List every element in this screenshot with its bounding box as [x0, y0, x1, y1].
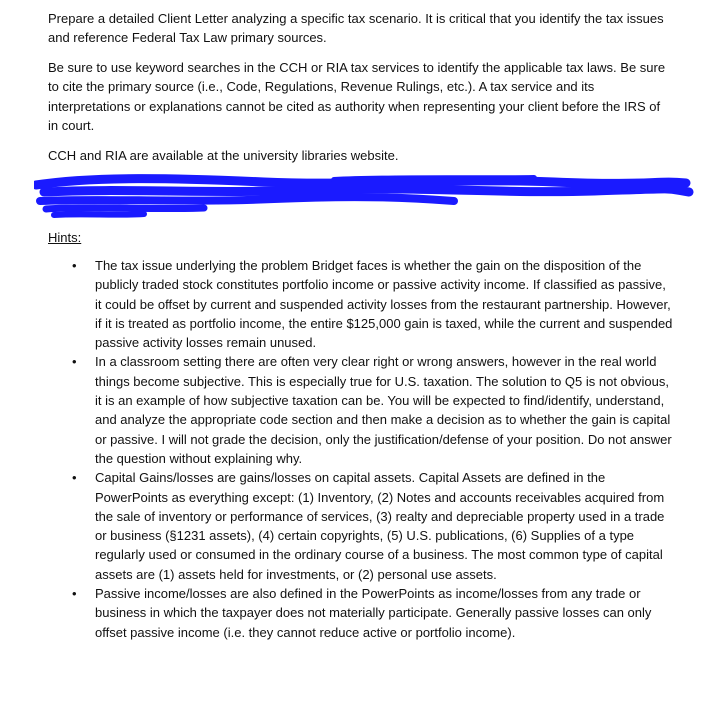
list-item — [48, 468, 673, 584]
hint-text: Capital Gains/losses are gains/losses on capital assets. Capital Assets are defined in the PowerPoints as everything except: (1) Inventory, (2) Notes and accounts receivables acquired from the sale of inventory or performance of services, (3) realty and depreciable property used in a trade or business (§1231 assets), (4) certain copyrights, (5) U.S. publications, (6) Supplies of a type regularly used or consumed in the ordinary course of a business. The most common type of capital assets are (1) assets held for investments, or (2) personal use assets. — [95, 470, 665, 582]
instructions-paragraph-1: Prepare a detailed Client Letter analyzing a specific tax scenario. It is critical that you identify the tax issues and reference Federal Tax Law primary sources. — [48, 11, 664, 46]
redaction-stroke — [40, 197, 454, 201]
bullet-icon: • — [72, 586, 77, 602]
bullet-icon: • — [72, 258, 77, 273]
redaction-stroke — [46, 208, 204, 209]
hint-text: In a classroom setting there are often very clear right or wrong answers, however in the real world things become subjective. This is especially true for U.S. taxation. The solution to Q5 is not obvious, it is an example of how subjective taxation can be. You will be expected to find/identify, understand, and analyze the appropriate code section and then make a decision as to whether the gain is capital or passive. I will not grade the decision, only the justification/defense of your position. Do not answer the question without explaining why. — [95, 354, 672, 466]
hints-heading: Hints: — [48, 230, 82, 245]
bullet-icon: • — [72, 354, 77, 370]
hint-text: The tax issue underlying the problem Bridget faces is whether the gain on the disposition of the publicly traded stock constitutes portfolio income or passive activity income. If classified as passive, it could be offset by current and suspended activity losses from the restaurant partnership. However, if it is treated as portfolio income, the entire $125,000 gain is taxed, while the current and suspended passive activity losses remain unused. — [95, 258, 673, 351]
instructions-paragraph-2: Be sure to use keyword searches in the CCH or RIA tax services to identify the applicable tax laws. Be sure to cite the primary source (i.e., Code, Regulations, Revenue Rulings, etc.). A tax service and its interpretations or explanations cannot be cited as authority when representing your client before the IRS of in court. — [48, 60, 666, 133]
bullet-icon: • — [72, 470, 77, 486]
redaction-stroke — [334, 178, 534, 180]
redaction-stroke — [44, 189, 689, 192]
redaction-scribble — [34, 168, 694, 228]
list-item — [48, 256, 673, 352]
list-item — [48, 584, 673, 642]
instructions-paragraph-3: CCH and RIA are available at the university libraries website. — [48, 148, 399, 163]
hint-text: Passive income/losses are also defined in the PowerPoints as income/losses from any trade or business in which the taxpayer does not materially participate. Generally passive losses can only offset passive income (i.e. they cannot reduce active or portfolio income). — [95, 586, 652, 640]
redaction-stroke — [54, 214, 144, 215]
list-item — [48, 352, 673, 468]
hints-list — [48, 256, 673, 642]
